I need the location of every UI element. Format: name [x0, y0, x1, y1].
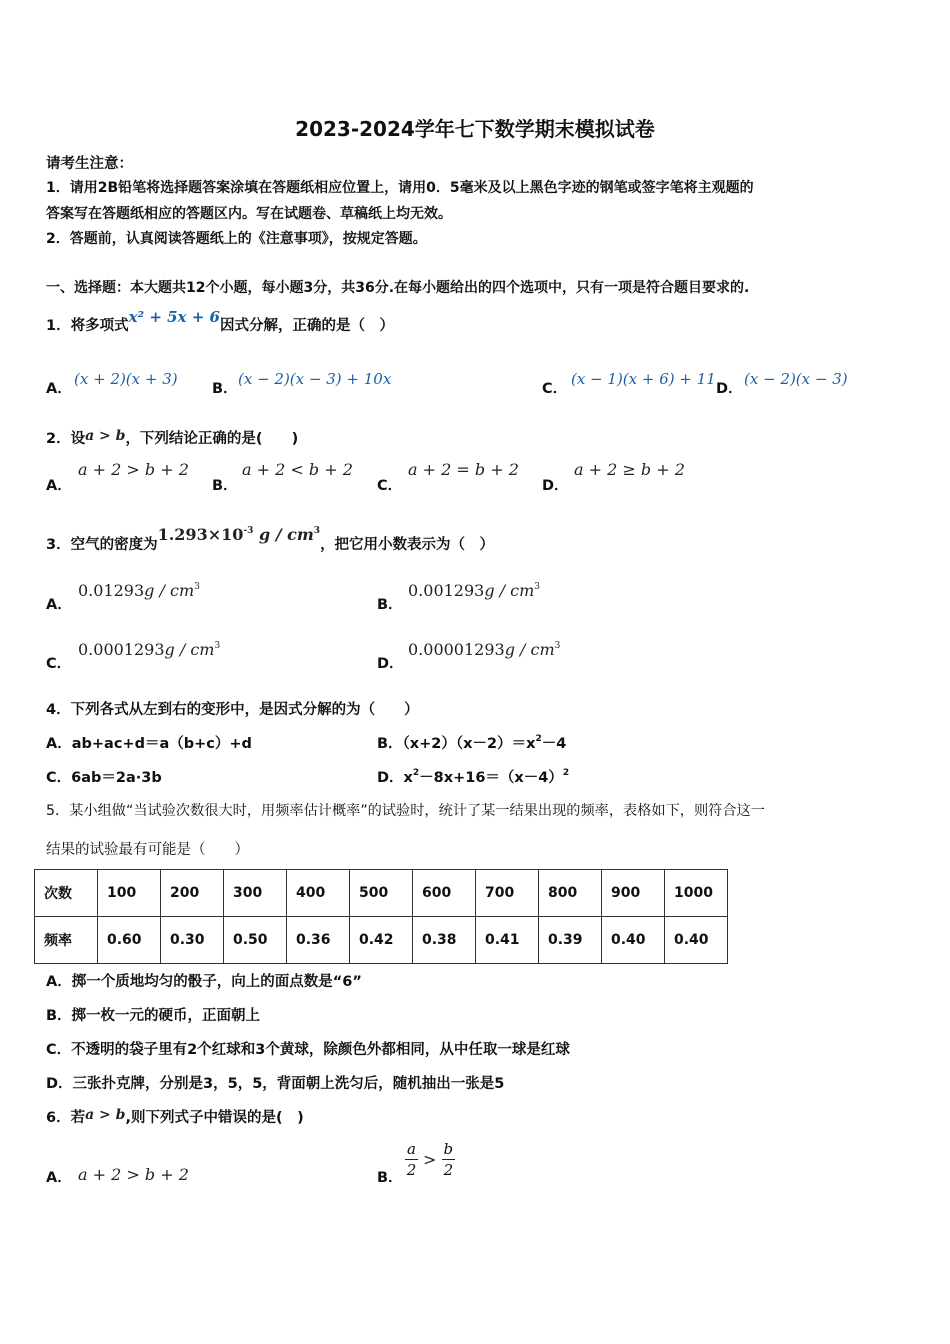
- q3-suffix: ，把它用小数表示为（ ）: [320, 537, 495, 553]
- q3-option-d: $0.00001293g / cm^3$: [408, 640, 561, 659]
- fraction-a-over-2: $\frac{a}{2}$: [406, 1140, 417, 1179]
- q4-option-a: A．ab+ac+d＝a（b+c）+d: [46, 736, 252, 752]
- table-cell: 0.50: [224, 917, 287, 964]
- table-row: [35, 917, 728, 964]
- q2-label-b: B．: [212, 478, 238, 494]
- q6-label-b: B．: [377, 1170, 403, 1186]
- notice-line-3: 2．答题前，认真阅读答题纸上的《注意事项》，按规定答题。: [46, 231, 427, 247]
- q6-prefix: 6．若: [46, 1110, 86, 1126]
- q5-option-b: B．掷一枚一元的硬币，正面朝上: [46, 1008, 261, 1024]
- section-heading: 一、选择题：本大题共12个小题，每小题3分，共36分.在每小题给出的四个选项中，只有一项是符合题目要求的.: [46, 280, 750, 296]
- table-cell: 300: [224, 870, 287, 917]
- q2-label-d: D．: [542, 478, 569, 494]
- q1-suffix: 因式分解，正确的是（ ）: [219, 318, 394, 334]
- q2-option-c: a + 2 = b + 2: [408, 460, 519, 479]
- q3-option-b: $0.001293g / cm^3$: [408, 581, 541, 600]
- notice-heading: 请考生注意：: [46, 156, 133, 172]
- q3-label-a: A．: [46, 597, 72, 613]
- table-cell: 0.60: [98, 917, 161, 964]
- q1-label-c: C．: [542, 381, 568, 397]
- q6-condition: a > b: [85, 1107, 126, 1123]
- table-cell: 0.41: [476, 917, 539, 964]
- table-cell: 400: [287, 870, 350, 917]
- fraction-b-over-2: $\frac{b}{2}$: [443, 1140, 454, 1179]
- q3-prefix: 3．空气的密度为: [46, 537, 158, 553]
- q5-option-c: C．不透明的袋子里有2个红球和3个黄球，除颜色外都相同，从中任取一球是红球: [46, 1042, 570, 1058]
- table-cell: 1000: [665, 870, 728, 917]
- table-row: [35, 870, 728, 917]
- q3-label-d: D．: [377, 656, 404, 672]
- q6-option-a: a + 2 > b + 2: [78, 1165, 189, 1184]
- notice-line-2: 答案写在答题纸相应的答题区内。写在试题卷、草稿纸上均无效。: [46, 206, 452, 222]
- q1-label-a: A．: [46, 381, 72, 397]
- table-cell: 600: [413, 870, 476, 917]
- table-cell: 0.40: [602, 917, 665, 964]
- q2-option-d: a + 2 ≥ b + 2: [574, 460, 685, 479]
- table-cell: 0.30: [161, 917, 224, 964]
- q3-label-b: B．: [377, 597, 403, 613]
- table-row-label: 频率: [35, 917, 98, 964]
- question-1: [46, 308, 394, 335]
- q2-label-a: A．: [46, 478, 72, 494]
- table-row-label: 次数: [35, 870, 98, 917]
- q1-option-a: (x + 2)(x + 3): [74, 370, 178, 388]
- q5-option-d: D．三张扑克牌，分别是3，5，5，背面朝上洗匀后，随机抽出一张是5: [46, 1076, 505, 1092]
- q1-prefix: 1．将多项式: [46, 318, 129, 334]
- q1-option-d: (x − 2)(x − 3): [744, 370, 848, 388]
- q5-option-a: A．掷一个质地均匀的骰子，向上的面点数是“6”: [46, 974, 362, 990]
- question-5-line-2: 结果的试验最有可能是（ ）: [46, 842, 249, 858]
- table-cell: 100: [98, 870, 161, 917]
- q3-density: $1.293\times 10^{-3}$ g / $cm^3$: [157, 525, 321, 544]
- frequency-table: [34, 869, 728, 964]
- q2-label-c: C．: [377, 478, 403, 494]
- table-cell: 0.36: [287, 917, 350, 964]
- q6-label-a: A．: [46, 1170, 72, 1186]
- q2-condition: a > b: [85, 428, 126, 444]
- q1-option-c: (x − 1)(x + 6) + 11: [571, 370, 716, 388]
- table-cell: 0.40: [665, 917, 728, 964]
- q3-option-a: $0.01293g / cm^3$: [78, 581, 200, 600]
- table-cell: 800: [539, 870, 602, 917]
- notice-line-1: 1．请用2B铅笔将选择题答案涂填在答题纸相应位置上，请用0．5毫米及以上黑色字迹的钢笔或签字笔将主观题的: [46, 180, 754, 196]
- q4-option-c: C．6ab＝2a·3b: [46, 770, 162, 786]
- q6-option-b: [405, 1139, 455, 1180]
- q1-label-b: B．: [212, 381, 238, 397]
- page-title: 2023-2024学年七下数学期末模拟试卷: [295, 117, 655, 141]
- q2-prefix: 2．设: [46, 431, 86, 447]
- question-5-line-1: 5．某小组做“当试验次数很大时，用频率估计概率”的试验时，统计了某一结果出现的频率，表格如下，则符合这一: [46, 803, 765, 819]
- q4-option-b: B．$(x+2)(x-2)=x^2-4$: [377, 734, 567, 752]
- table-cell: 0.42: [350, 917, 413, 964]
- q1-option-b: (x − 2)(x − 3) + 10x: [238, 370, 392, 388]
- table-cell: 0.39: [539, 917, 602, 964]
- table-cell: 200: [161, 870, 224, 917]
- q4-option-d: D．$x^2-8x+16=(x-4)^2$: [377, 768, 570, 786]
- question-3: [46, 525, 495, 554]
- q3-label-c: C．: [46, 656, 72, 672]
- question-6: [46, 1106, 304, 1127]
- question-2: [46, 427, 298, 448]
- table-cell: 900: [602, 870, 665, 917]
- table-cell: 0.38: [413, 917, 476, 964]
- q1-polynomial: x² + 5x + 6: [128, 308, 220, 326]
- q2-option-a: a + 2 > b + 2: [78, 460, 189, 479]
- question-4: 4．下列各式从左到右的变形中，是因式分解的为（ ）: [46, 702, 419, 718]
- q6-suffix: ,则下列式子中错误的是( ): [125, 1110, 304, 1126]
- q3-option-c: $0.0001293g / cm^3$: [78, 640, 221, 659]
- q1-label-d: D．: [716, 381, 743, 397]
- table-cell: 700: [476, 870, 539, 917]
- q2-suffix: ，下列结论正确的是( ): [125, 431, 299, 447]
- greater-than-sign: >: [423, 1150, 437, 1169]
- table-cell: 500: [350, 870, 413, 917]
- q2-option-b: a + 2 < b + 2: [242, 460, 353, 479]
